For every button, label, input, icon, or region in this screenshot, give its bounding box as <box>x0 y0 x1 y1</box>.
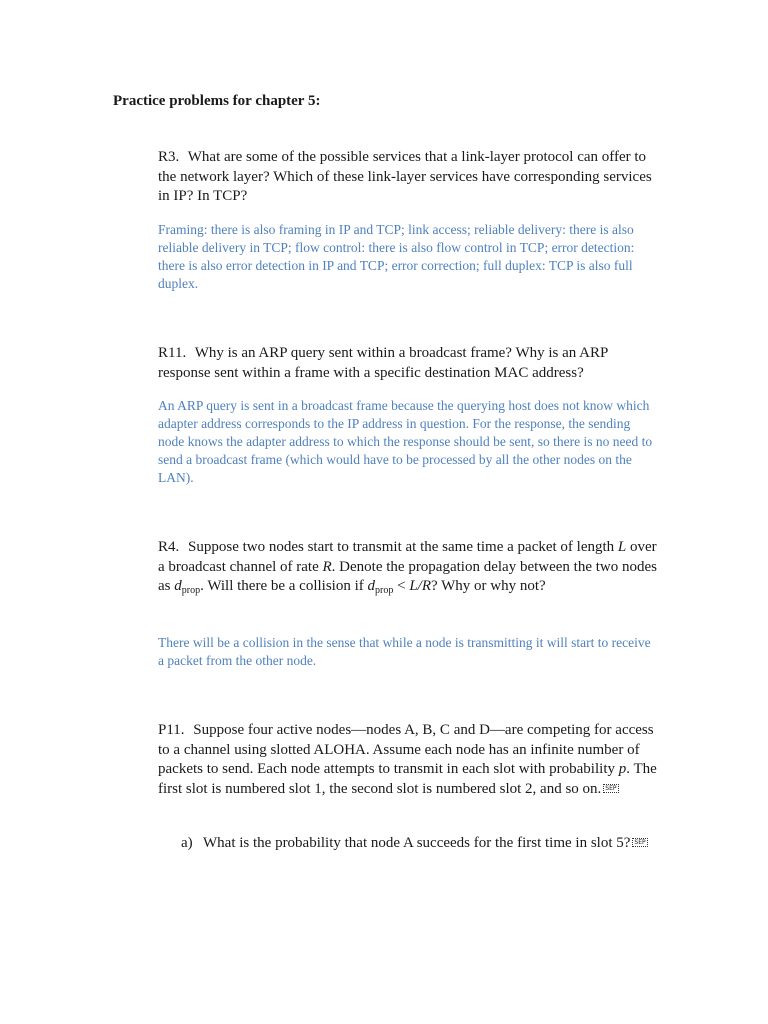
question-text: Suppose four active nodes—nodes A, B, C and D—are competing for access to a channel using slotted ALOHA. Assume each node has an infinite number of packets to send. Each node attempts to transmit in each slot with probability <box>158 722 654 777</box>
question-text: Suppose two nodes start to transmit at the same time a packet of length <box>188 539 615 555</box>
question-id: R11. <box>158 345 187 361</box>
answer-r11: An ARP query is sent in a broadcast frame because the querying host does not know which adapter address corresponds to the IP address in question. For the response, the sending node knows the adapter address to which the response should be sent, so there is no need to send a broadcast frame (which would have to be processed by all the other nodes on the LAN). <box>158 398 653 485</box>
question-text: What are some of the possible services that a link-layer protocol can offer to the network layer? Which of these link-layer services have corresponding services in IP? In TCP? <box>158 149 652 204</box>
answer-r11-block <box>158 397 658 487</box>
var-p: p <box>618 761 627 777</box>
question-r11 <box>158 344 658 383</box>
subscript-prop: prop <box>181 585 201 596</box>
sub-question-a <box>181 834 661 854</box>
answer-r4: There will be a collision in the sense that while a node is transmitting it will start to receive a packet from the other node. <box>158 635 651 668</box>
question-id: P11. <box>158 722 185 738</box>
var-r: R <box>322 558 332 575</box>
question-text: . Denote the propagation delay between the two nodes as <box>158 558 657 594</box>
question-id: R4. <box>158 539 180 555</box>
var-d: d <box>367 578 376 594</box>
less-than-symbol: < <box>397 578 406 594</box>
page-title: Practice problems for chapter 5: <box>113 93 321 109</box>
sub-question-marker: a) <box>181 835 193 851</box>
var-l-over-r: L/R <box>409 578 432 594</box>
question-r11-block <box>158 344 658 383</box>
question-r3 <box>158 148 658 207</box>
sep-icon: SEP <box>634 839 646 846</box>
question-r4 <box>158 538 658 601</box>
question-text: . The first slot is numbered slot 1, the second slot is numbered slot 2, and so on. <box>158 761 657 797</box>
var-l: L <box>617 539 627 555</box>
sub-question-text <box>181 834 661 854</box>
question-r3-block <box>158 148 658 207</box>
question-p11-block <box>158 721 658 799</box>
answer-r3: Framing: there is also framing in IP and TCP; link access; reliable delivery: there is also reliable delivery in TCP; flow control: there is also flow control in TCP; error detection: there is also error detection in IP and TCP; error correction; full duplex: TCP is also full duplex. <box>158 222 635 291</box>
question-id: R3. <box>158 149 180 165</box>
question-p11 <box>158 721 658 799</box>
sep-icon: SEP <box>605 784 617 792</box>
answer-r4-block <box>158 634 658 670</box>
question-text: over a broadcast channel of rate <box>158 539 657 575</box>
question-r4-block <box>158 538 658 601</box>
sub-question-body: What is the probability that node A succeeds for the first time in slot 5? <box>203 835 631 851</box>
question-text: . Will there be a collision if <box>200 578 364 594</box>
subscript-prop: prop <box>375 585 394 596</box>
var-d: d <box>174 578 182 594</box>
question-text: Why is an ARP query sent within a broadcast frame? Why is an ARP response sent within a frame with a specific destination MAC address? <box>158 345 608 381</box>
answer-r3-block <box>158 221 658 293</box>
question-text: ? Why or why not? <box>431 578 546 594</box>
